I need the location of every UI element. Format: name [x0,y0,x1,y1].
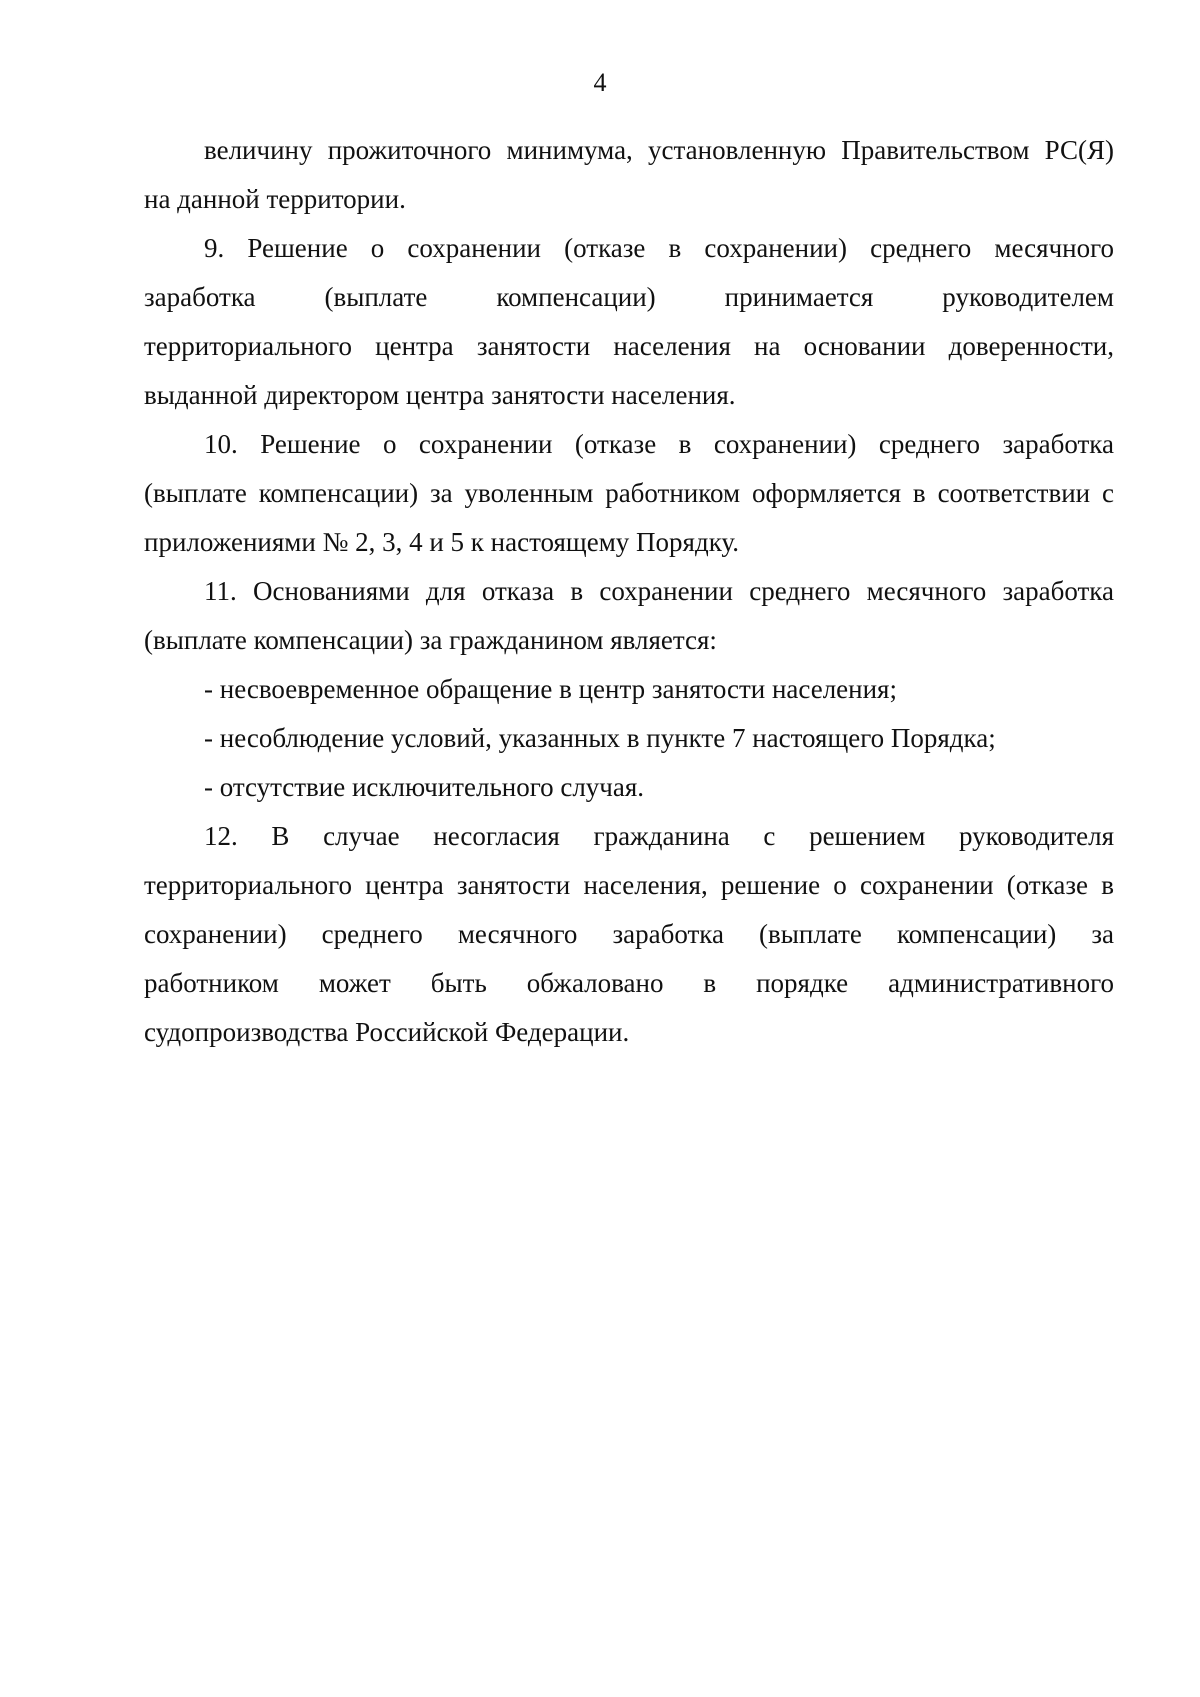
paragraph-item-9 [144,224,1114,420]
list-item: - несоблюдение условий, указанных в пункте 7 настоящего Порядка; [204,723,996,753]
list-item: - отсутствие исключительного случая. [204,772,645,802]
list-item: - несвоевременное обращение в центр занятости населения; [204,674,897,704]
document-body [144,126,1114,1057]
page-number: 4 [593,68,607,97]
text-line: территориального центра занятости населения, решение о сохранении (отказе в [144,870,1114,900]
reason-list [144,665,1114,812]
text-line: на данной территории. [144,184,406,214]
text-line: работником может быть обжаловано в порядке административного [144,968,1114,998]
text-line: 11. Основаниями для отказа в сохранении среднего месячного заработка [204,576,1114,606]
text-line: территориального центра занятости населения на основании доверенности, [144,331,1114,361]
paragraph-continuation [144,126,1114,224]
text-line: приложениями № 2, 3, 4 и 5 к настоящему Порядку. [144,527,739,557]
text-line: (выплате компенсации) за гражданином является: [144,625,717,655]
paragraph-item-11 [144,567,1114,665]
paragraph-item-10 [144,420,1114,567]
text-line: сохранении) среднего месячного заработка (выплате компенсации) за [144,919,1114,949]
text-line: заработка (выплате компенсации) принимается руководителем [144,282,1114,312]
paragraph-item-12 [144,812,1114,1057]
text-line: 12. В случае несогласия гражданина с решением руководителя [204,821,1114,851]
text-line: 10. Решение о сохранении (отказе в сохранении) среднего заработка [204,429,1114,459]
text-line: выданной директором центра занятости населения. [144,380,736,410]
text-line: величину прожиточного минимума, установленную Правительством РС(Я) [204,135,1114,165]
text-line: 9. Решение о сохранении (отказе в сохранении) среднего месячного [204,233,1114,263]
text-line: (выплате компенсации) за уволенным работником оформляется в соответствии с [144,478,1114,508]
text-line: судопроизводства Российской Федерации. [144,1017,630,1047]
